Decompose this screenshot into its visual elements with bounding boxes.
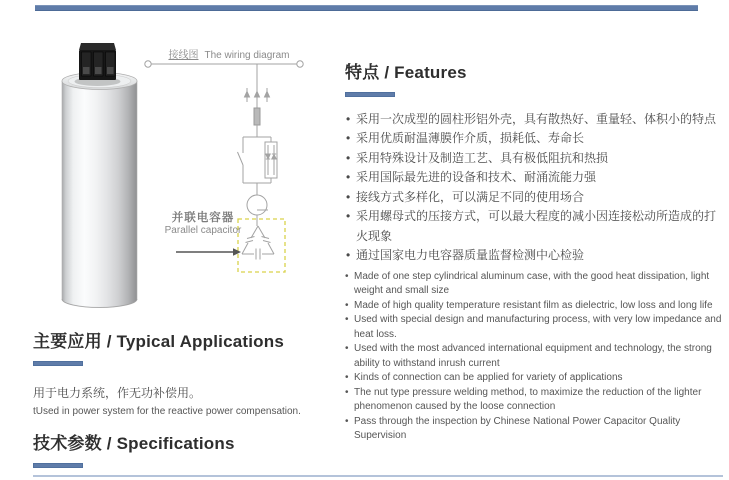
feature-item-zh: • 采用一次成型的圆柱形铝外壳，具有散热好、重量轻、体积小的特点 xyxy=(345,110,725,129)
feature-item-en: • Made of one step cylindrical aluminum case, with the good heat dissipation, light weight and small size xyxy=(345,270,725,299)
features-heading: 特点 / Features xyxy=(345,63,467,82)
feature-item-en: • Used with special design and manufacturing process, with very low impedance and heat loss. xyxy=(345,313,725,342)
terminal-left xyxy=(145,61,151,67)
feature-item-zh: • 采用螺母式的压接方式，可以最大程度的减小因连接松动所造成的打火现象 xyxy=(345,207,725,246)
feature-item-en: • Used with the most advanced international equipment and technology, the strong ability to withstand inrush current xyxy=(345,342,725,371)
wiring-diagram-title-zh: 接线图 xyxy=(168,50,199,61)
thyristor-symbol xyxy=(265,137,277,183)
feature-item-zh: • 采用优质耐温薄膜作介质，损耗低、寿命长 xyxy=(345,129,725,148)
top-accent-bar xyxy=(35,5,698,11)
applications-text-zh: 用于电力系统，作无功补偿用。 xyxy=(33,386,202,400)
applications-heading-underline-bar xyxy=(33,361,83,366)
wiring-diagram-title xyxy=(150,46,308,61)
capacitor-body xyxy=(62,81,137,308)
parallel-capacitor-label-en: Parallel capacitor xyxy=(164,225,242,237)
feature-item-en: • Made of high quality temperature resistant film as dielectric, low loss and long life xyxy=(345,299,725,314)
specifications-section xyxy=(33,429,338,468)
features-list-zh xyxy=(345,110,725,266)
arrester-symbols xyxy=(245,88,270,102)
feature-item-en: • Pass through the inspection by Chinese National Power Capacitor Quality Supervision xyxy=(345,415,725,444)
terminal-block xyxy=(75,43,121,86)
terminal-right xyxy=(297,61,303,67)
fuse-symbol xyxy=(254,108,260,125)
feature-item-zh: • 采用特殊设计及制造工艺、具有极低阻抗和热损 xyxy=(345,149,725,168)
discharge-coil-symbol xyxy=(247,195,267,215)
feature-item-zh: • 接线方式多样化，可以满足不同的使用场合 xyxy=(345,188,725,207)
specifications-heading-underline-bar xyxy=(33,463,83,468)
features-list-en xyxy=(345,270,725,444)
applications-text-en: tUsed in power system for the reactive power compensation. xyxy=(33,406,301,417)
wiring-diagram-title-en: The wiring diagram xyxy=(204,50,290,61)
applications-heading: 主要应用 / Typical Applications xyxy=(33,332,284,351)
bottom-divider-line xyxy=(33,475,723,477)
label-arrow xyxy=(176,248,241,256)
feature-item-zh: • 通过国家电力电容器质量监督检测中心检验 xyxy=(345,246,725,265)
wiring-diagram-graphic xyxy=(140,45,320,290)
feature-item-zh: • 采用国际最先进的设备和技术、耐涌流能力强 xyxy=(345,168,725,187)
parallel-capacitor-label-zh: 并联电容器 xyxy=(171,212,235,224)
applications-section xyxy=(33,327,338,417)
features-section xyxy=(345,58,725,444)
feature-item-en: • The nut type pressure welding method, to maximize the reduction of the lighter phenomenon caused by the loose connection xyxy=(345,386,725,415)
feature-item-en: • Kinds of connection can be applied for variety of applications xyxy=(345,371,725,386)
parallel-capacitor-label xyxy=(160,211,246,238)
specifications-heading: 技术参数 / Specifications xyxy=(33,434,235,453)
delta-capacitor-symbol xyxy=(242,226,274,260)
switch-symbol xyxy=(238,137,244,183)
features-heading-underline-bar xyxy=(345,92,395,97)
